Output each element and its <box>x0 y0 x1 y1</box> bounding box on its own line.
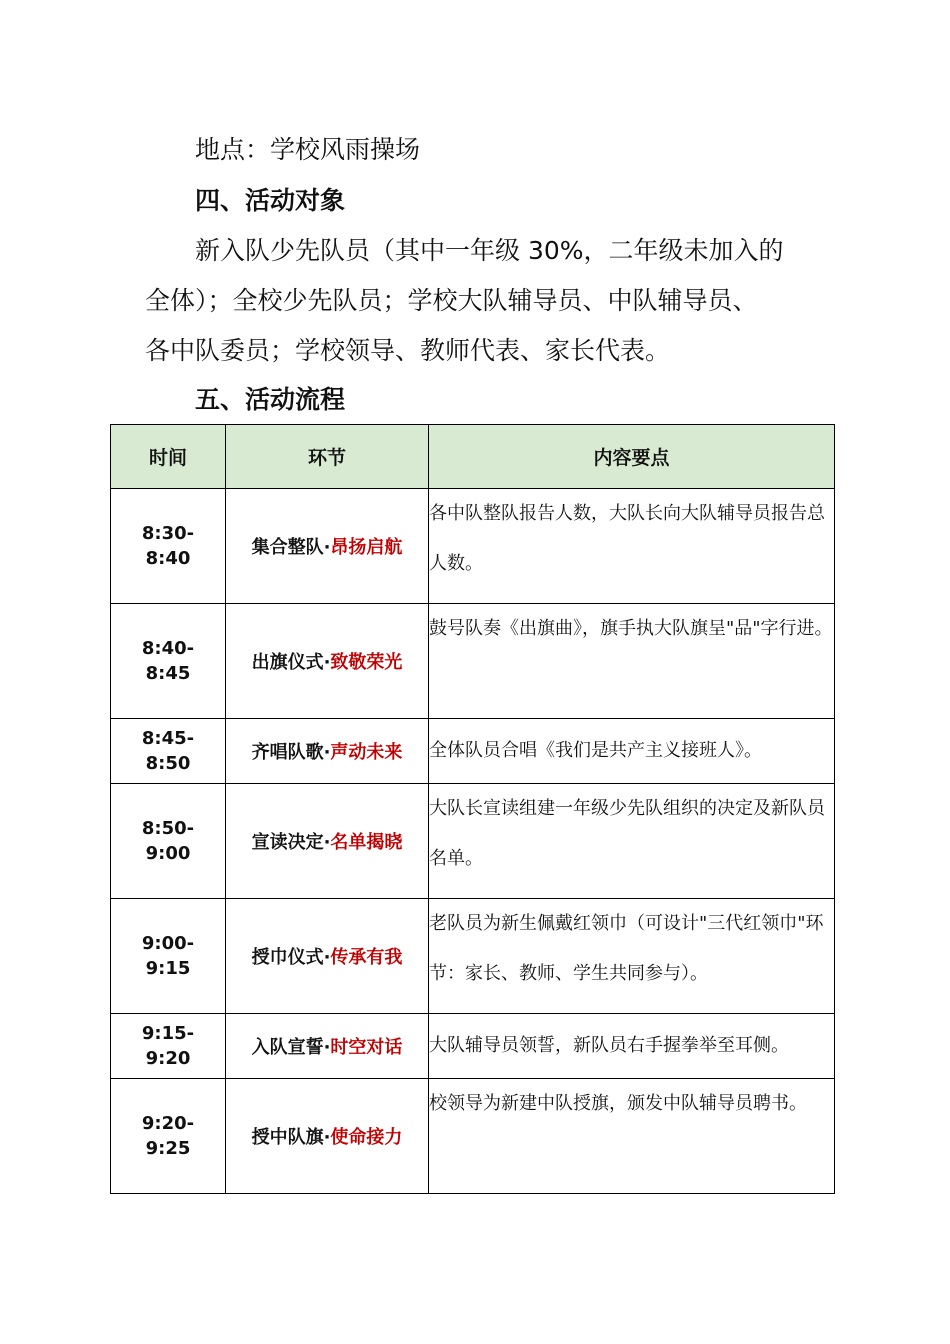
table-row <box>111 899 835 1014</box>
header-stage: 环节 <box>226 425 429 489</box>
stage-name: 出旗仪式· <box>251 652 331 673</box>
time-start: 8:30- <box>141 523 195 544</box>
content-cell: 大队长宣读组建一年级少先队组织的决定及新队员名单。 <box>429 784 835 899</box>
time-start: 8:50- <box>141 818 195 839</box>
time-cell <box>111 1079 226 1194</box>
time-cell <box>111 489 226 604</box>
stage-cell <box>226 1079 429 1194</box>
stage-theme: 昂扬启航 <box>330 537 403 558</box>
time-cell <box>111 604 226 719</box>
time-end: 8:45 <box>145 663 191 684</box>
stage-theme: 传承有我 <box>330 947 403 968</box>
time-end: 8:40 <box>145 548 191 569</box>
activity-schedule-table <box>110 424 835 1194</box>
table-row <box>111 604 835 719</box>
stage-cell <box>226 489 429 604</box>
table-row <box>111 784 835 899</box>
location-paragraph: 地点：学校风雨操场 <box>195 135 421 164</box>
content-cell: 校领导为新建中队授旗，颁发中队辅导员聘书。 <box>429 1079 835 1194</box>
stage-theme: 声动未来 <box>330 742 403 763</box>
table-row <box>111 719 835 784</box>
stage-cell <box>226 899 429 1014</box>
stage-cell <box>226 784 429 899</box>
stage-cell <box>226 1014 429 1079</box>
stage-name: 宣读决定· <box>251 832 331 853</box>
time-start: 8:45- <box>141 728 195 749</box>
stage-name: 集合整队· <box>251 537 331 558</box>
time-cell <box>111 1014 226 1079</box>
time-start: 8:40- <box>141 638 195 659</box>
table-row <box>111 1014 835 1079</box>
stage-cell <box>226 719 429 784</box>
time-start: 9:15- <box>141 1023 195 1044</box>
time-cell <box>111 719 226 784</box>
time-end: 9:15 <box>145 958 191 979</box>
time-end: 8:50 <box>145 753 191 774</box>
stage-theme: 名单揭晓 <box>330 832 403 853</box>
content-cell: 各中队整队报告人数，大队长向大队辅导员报告总人数。 <box>429 489 835 604</box>
content-cell: 鼓号队奏《出旗曲》，旗手执大队旗呈"品"字行进。 <box>429 604 835 719</box>
target-paragraph-line-3: 各中队委员；学校领导、教师代表、家长代表。 <box>145 336 671 365</box>
time-start: 9:20- <box>141 1113 195 1134</box>
target-paragraph-line-1: 新入队少先队员（其中一年级 30%，二年级未加入的 <box>195 236 784 265</box>
stage-theme: 时空对话 <box>330 1037 403 1058</box>
table-header-row <box>111 425 835 489</box>
time-cell <box>111 899 226 1014</box>
content-cell: 全体队员合唱《我们是共产主义接班人》。 <box>429 719 835 784</box>
time-end: 9:00 <box>145 843 191 864</box>
table-row <box>111 1079 835 1194</box>
time-end: 9:25 <box>145 1138 191 1159</box>
stage-cell <box>226 604 429 719</box>
table-row <box>111 489 835 604</box>
time-start: 9:00- <box>141 933 195 954</box>
header-content: 内容要点 <box>429 425 835 489</box>
time-cell <box>111 784 226 899</box>
section-heading-process: 五、活动流程 <box>195 385 346 414</box>
content-cell: 大队辅导员领誓，新队员右手握拳举至耳侧。 <box>429 1014 835 1079</box>
content-cell: 老队员为新生佩戴红领巾（可设计"三代红领巾"环节：家长、教师、学生共同参与）。 <box>429 899 835 1014</box>
header-time: 时间 <box>111 425 226 489</box>
target-paragraph-line-2: 全体）；全校少先队员；学校大队辅导员、中队辅导员、 <box>145 286 758 315</box>
time-end: 9:20 <box>145 1048 191 1069</box>
stage-name: 入队宣誓· <box>251 1037 331 1058</box>
stage-name: 授巾仪式· <box>251 947 331 968</box>
section-heading-target: 四、活动对象 <box>195 186 346 215</box>
stage-name: 授中队旗· <box>251 1127 331 1148</box>
stage-theme: 致敬荣光 <box>330 652 403 673</box>
stage-theme: 使命接力 <box>330 1127 403 1148</box>
stage-name: 齐唱队歌· <box>251 742 331 763</box>
